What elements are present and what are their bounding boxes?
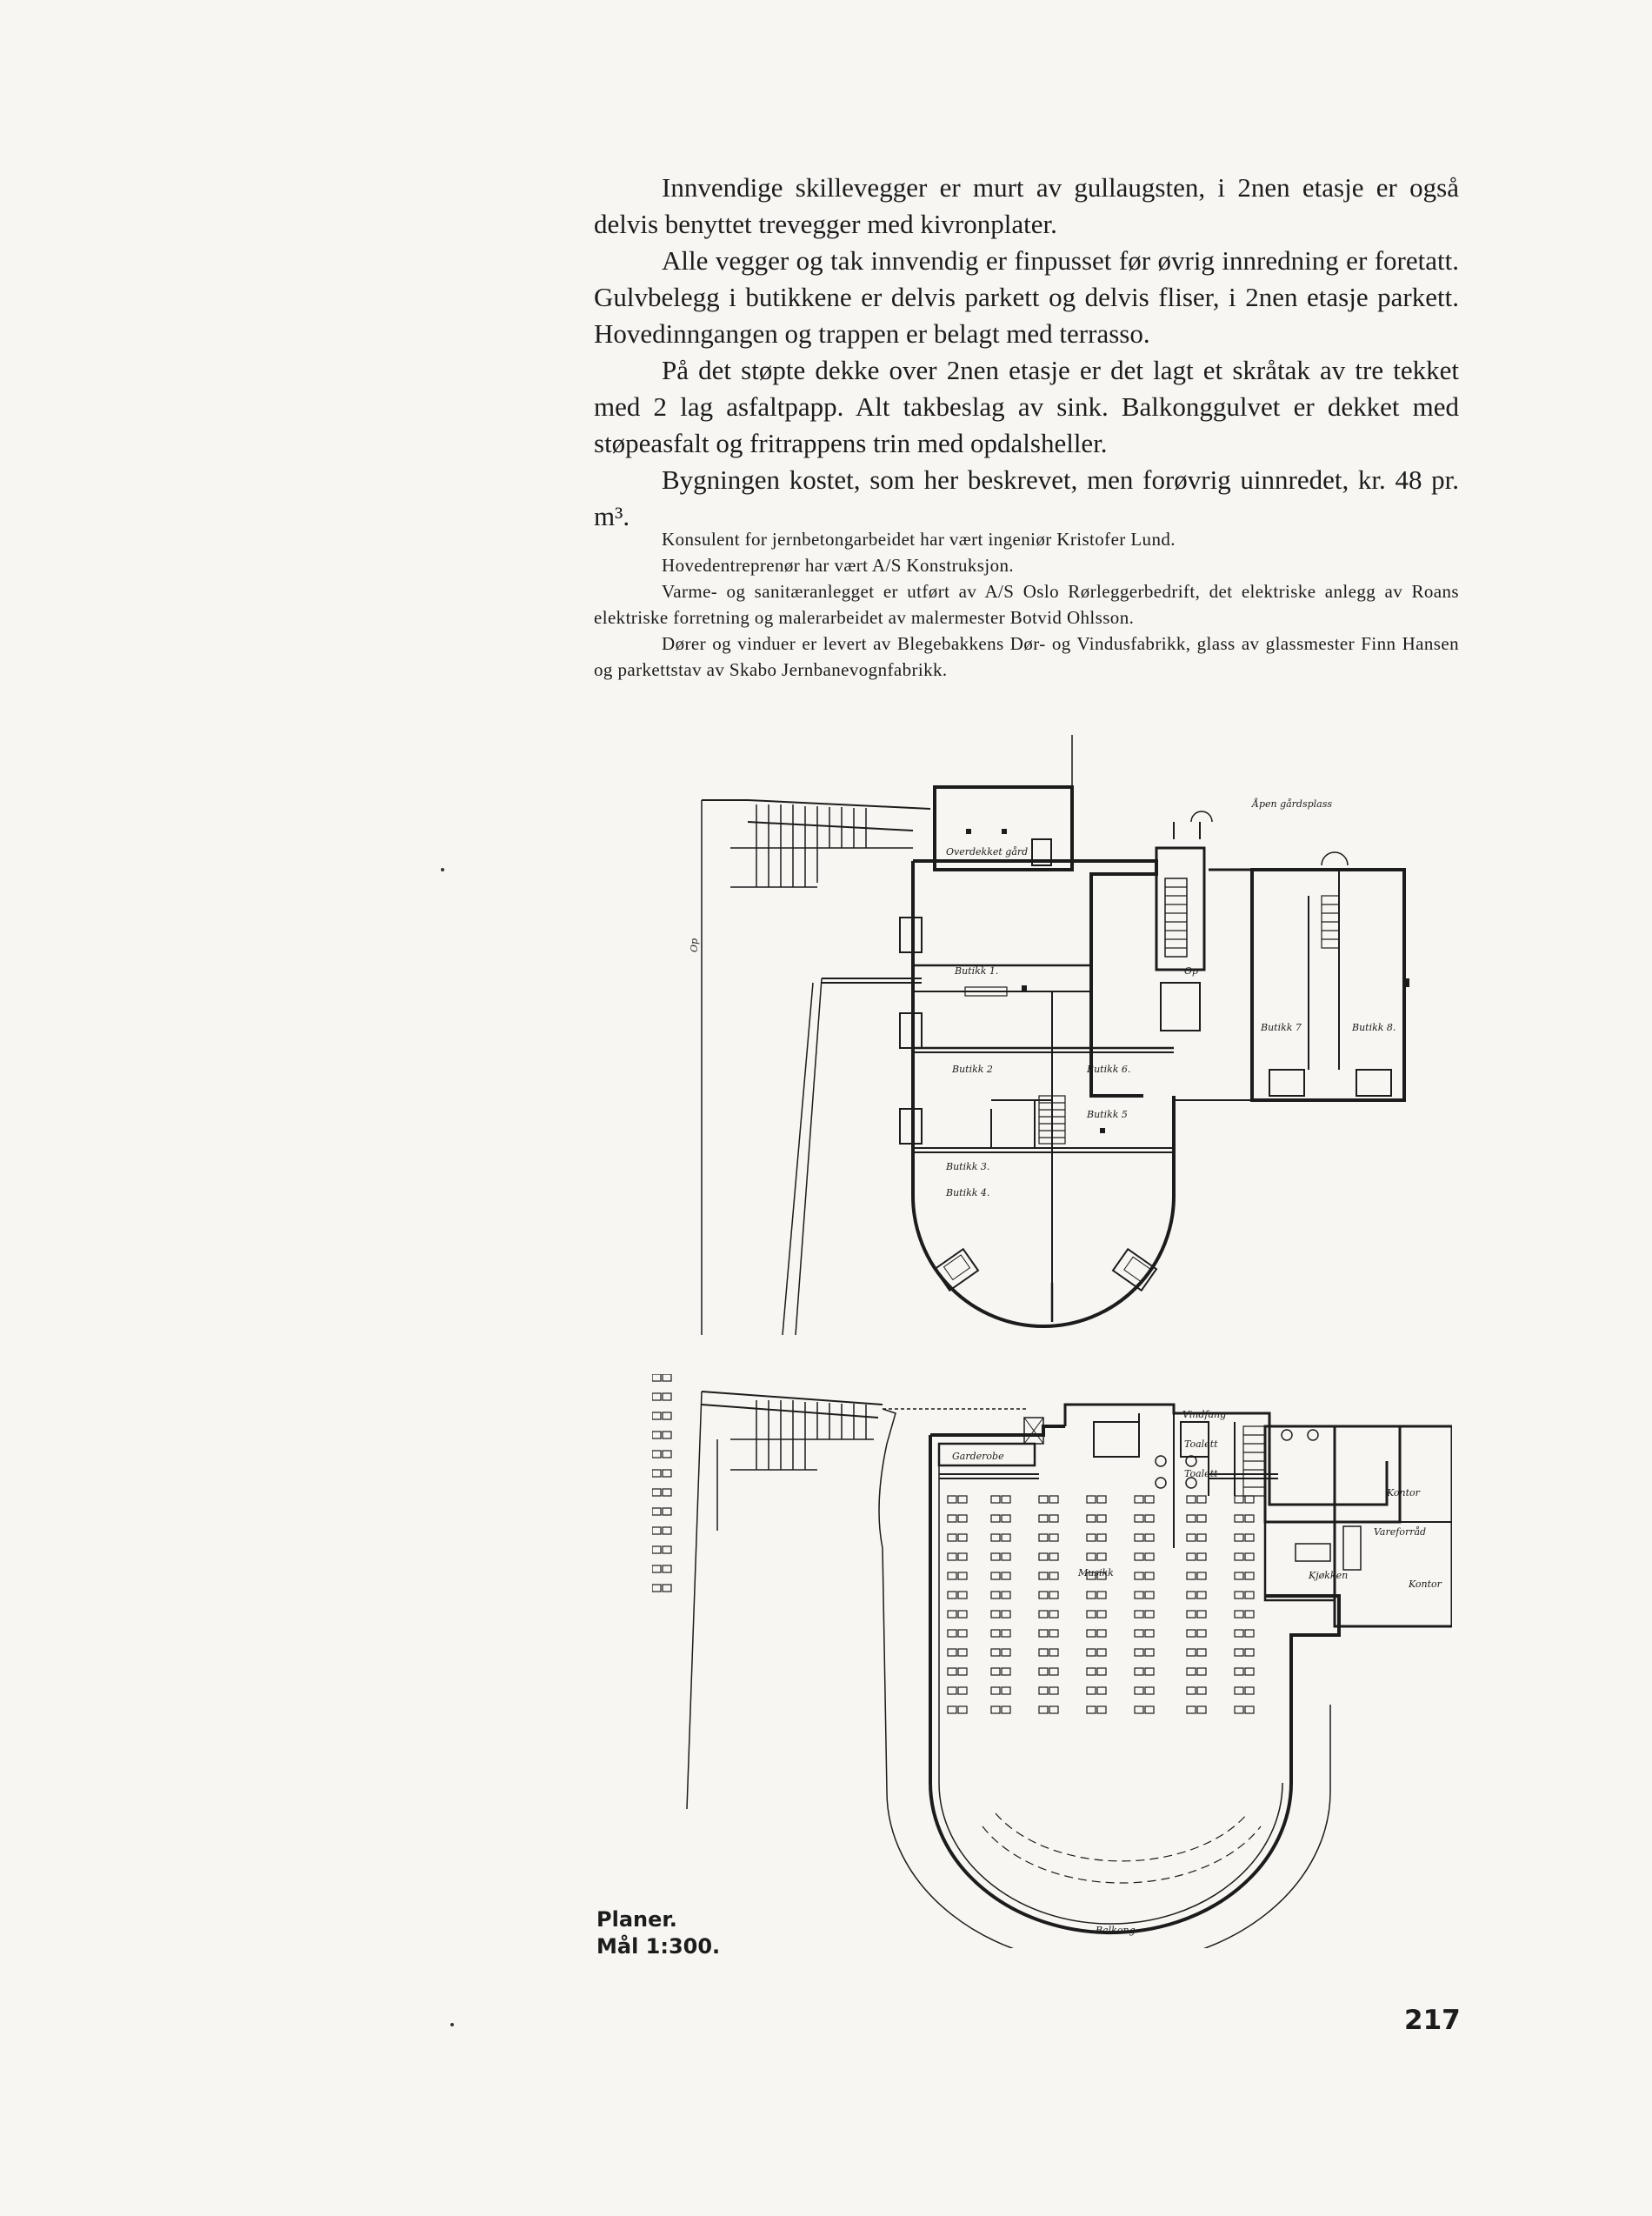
print-speck bbox=[450, 2023, 454, 2026]
label-covered-yard: Overdekket gård bbox=[946, 846, 1029, 858]
label-office-2: Kontor bbox=[1409, 1579, 1442, 1590]
body-paragraph-2: Alle vegger og tak innvendig er finpusset før øvrig innredning er foretatt. Gulvbelegg i butikkene er delvis parkett og delvis fliser, i 2nen etasje parkett. Hovedinngangen og trappen er belagt med terrasso. bbox=[594, 245, 1459, 349]
plan-caption bbox=[596, 1906, 720, 1960]
label-open-yard: Åpen gårdsplass bbox=[1252, 798, 1333, 810]
label-kitchen: Kjøkken bbox=[1309, 1570, 1349, 1581]
label-toilet-2: Toalett bbox=[1184, 1468, 1218, 1479]
label-office-1: Kontor bbox=[1387, 1487, 1420, 1498]
label-toilet-1: Toalett bbox=[1184, 1438, 1218, 1450]
label-up-stair: Op bbox=[1184, 965, 1199, 977]
print-speck bbox=[441, 868, 444, 871]
credit-main-contractor: Hovedentreprenør har vært A/S Konstruksjon. bbox=[662, 555, 1015, 576]
credit-consultant: Konsulent for jernbetongarbeidet har vært ingeniør Kristofer Lund. bbox=[662, 529, 1176, 550]
label-shop-2: Butikk 2 bbox=[952, 1064, 993, 1075]
label-up-outside: Op bbox=[689, 938, 700, 952]
label-shop-8: Butikk 8. bbox=[1352, 1022, 1396, 1033]
label-storeroom: Vareforråd bbox=[1374, 1526, 1427, 1538]
label-shop-3: Butikk 3. bbox=[946, 1161, 990, 1172]
credit-installations: Varme- og sanitæranlegget er utført av A/S Oslo Rørleggerbedrift, det elektriske anlegg av Roans elektriske forretning og malerarbeidet av malermester Botvid Ohlsson. bbox=[594, 581, 1459, 628]
body-paragraph-1: Innvendige skillevegger er murt av gullaugsten, i 2nen etasje er også delvis benyttet trevegger med kivronplater. bbox=[594, 172, 1459, 239]
label-shop-6: Butikk 6. bbox=[1087, 1064, 1131, 1075]
label-cloakroom: Garderobe bbox=[952, 1451, 1004, 1462]
floor-plan-shops bbox=[652, 735, 1452, 1335]
body-paragraph-3: På det støpte dekke over 2nen etasje er det lagt et skråtak av tre tekket med 2 lag asfaltpapp. Alt takbeslag av sink. Balkonggulvet er dekket med støpeasfalt og fritrappens trin med opdalsheller. bbox=[594, 355, 1459, 458]
caption-scale: Mål 1:300. bbox=[596, 1934, 721, 1959]
label-shop-1: Butikk 1. bbox=[955, 965, 999, 977]
page-number: 217 bbox=[1404, 2005, 1461, 2036]
label-shop-7: Butikk 7 bbox=[1261, 1022, 1302, 1033]
credits bbox=[594, 526, 1459, 683]
caption-title: Planer. bbox=[596, 1907, 677, 1932]
label-shop-5: Butikk 5 bbox=[1087, 1109, 1128, 1120]
credit-doors-windows: Dører og vinduer er levert av Blegebakkens Dør- og Vindusfabrikk, glass av glassmester Finn Hansen og parkettstav av Skabo Jernbanevognfabrikk. bbox=[594, 633, 1459, 680]
label-vestibule: Vindfang bbox=[1182, 1409, 1227, 1420]
label-music: Musikk bbox=[1078, 1567, 1114, 1579]
body-paragraph-4: Bygningen kostet, som her beskrevet, men forøvrig uinnredet, kr. 48 pr. m³. bbox=[594, 464, 1459, 531]
body-text bbox=[594, 170, 1459, 535]
label-shop-4: Butikk 4. bbox=[946, 1187, 990, 1198]
label-balcony: Balkong bbox=[1096, 1925, 1136, 1936]
floor-plan-restaurant bbox=[652, 1374, 1452, 1948]
